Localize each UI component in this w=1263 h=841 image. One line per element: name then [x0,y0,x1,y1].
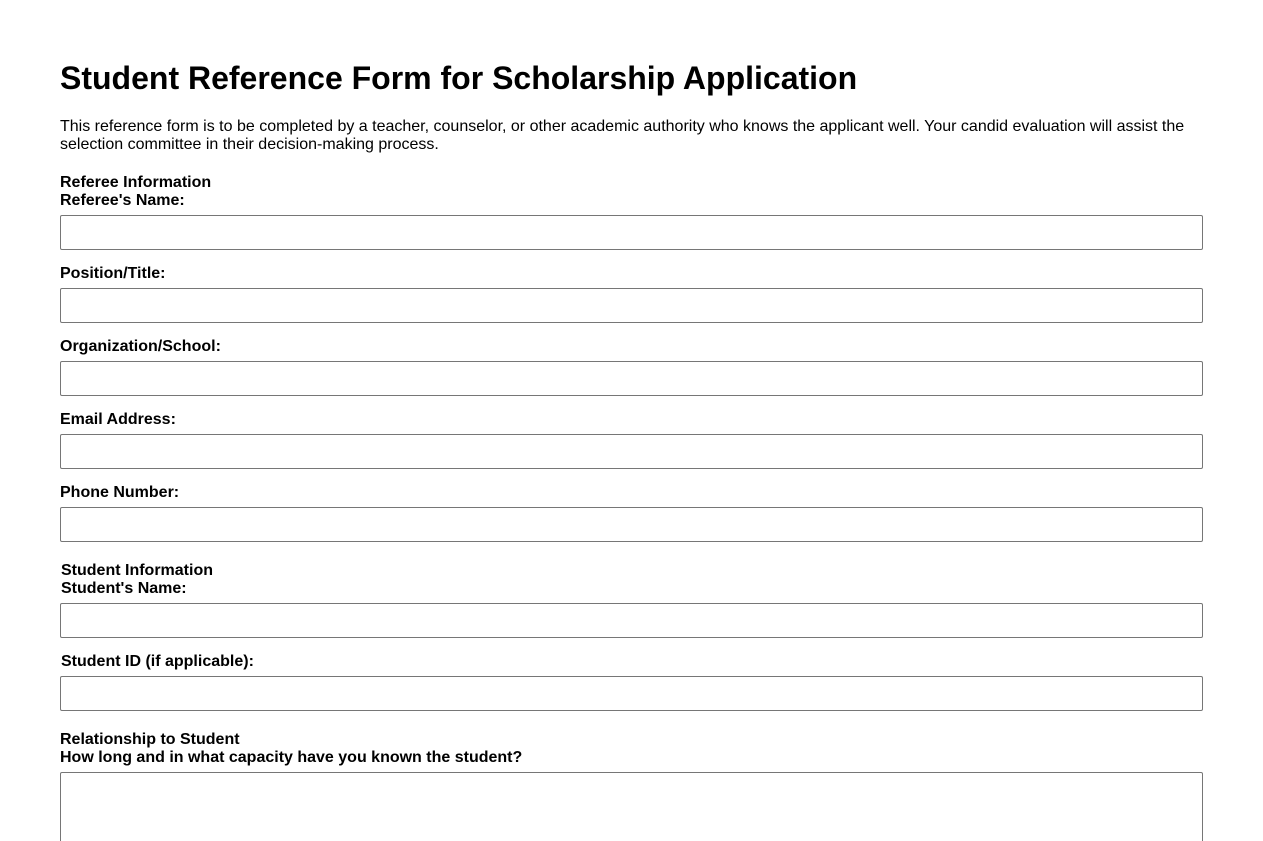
referee-name-input[interactable] [60,215,1203,250]
organization-school-input[interactable] [60,361,1203,396]
relationship-section-heading: Relationship to Student [60,731,240,748]
relationship-textarea[interactable] [60,772,1203,841]
student-id-input[interactable] [60,676,1203,711]
page-title: Student Reference Form for Scholarship Application [60,60,858,96]
student-name-label: Student's Name: [61,580,187,597]
position-title-input[interactable] [60,288,1203,323]
position-title-label: Position/Title: [60,265,166,282]
phone-number-input[interactable] [60,507,1203,542]
form-intro: This reference form is to be completed by a teacher, counselor, or other academic authority who knows the applicant well. Your candid evaluation will assist the selection committee in their decision-making process. [60,118,1185,153]
email-address-input[interactable] [60,434,1203,469]
referee-section-heading: Referee Information [60,174,212,191]
organization-school-label: Organization/School: [60,338,221,355]
student-id-label: Student ID (if applicable): [61,653,254,670]
student-name-input[interactable] [60,603,1203,638]
email-address-label: Email Address: [60,411,176,428]
student-section-heading: Student Information [61,562,213,579]
phone-number-label: Phone Number: [60,484,180,501]
referee-name-label: Referee's Name: [60,192,185,209]
relationship-question-label: How long and in what capacity have you known the student? [60,749,523,766]
